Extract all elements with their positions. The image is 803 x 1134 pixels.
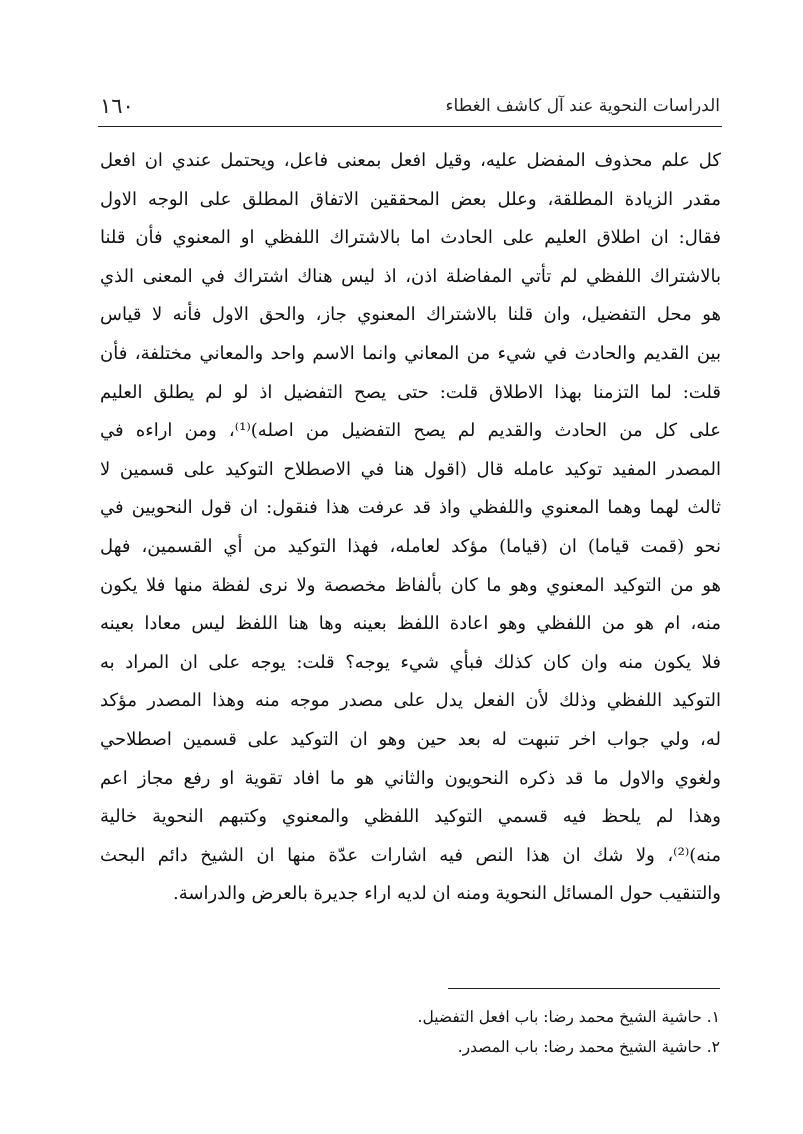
text-line: بالاشتراك اللفظي لم تأتي المفاضلة اذن، اذ ليس هناك اشتراك في المعنى الذي xyxy=(100,265,721,287)
footnotes xyxy=(100,1002,720,1062)
text-line: منه)⁽²⁾، ولا شك ان هذا النص فيه اشارات عدّة منها ان الشيخ دائم البحث xyxy=(100,844,721,866)
text-line: هو محل التفضيل، وان قلنا بالاشتراك المعنوي جاز، والحق الاول فأنه لا قياس xyxy=(100,304,721,326)
text-line: فلا يكون منه وان كان كذلك فبأي شيء يوجه؟ قلت: يوجه على ان المراد به xyxy=(100,651,721,673)
text-line: ثالث لهما وهما المعنوي واللفظي واذ قد عرفت هذا فنقول: ان قول النحويين في xyxy=(100,497,721,519)
text-line: نحو (قمت قياما) ان (قياما) مؤكد لعامله، فهذا التوكيد من أي القسمين، فهل xyxy=(100,535,721,557)
page-number: ١٦٠ xyxy=(100,94,134,118)
text-line-last: والتنقيب حول المسائل النحوية ومنه ان لديه اراء جديرة بالعرض والدراسة. xyxy=(172,883,721,905)
footnote-2: ٢. حاشية الشيخ محمد رضا: باب المصدر. xyxy=(457,1038,720,1056)
text-line: هو من التوكيد المعنوي وهو ما كان بألفاظ مخصصة ولا نرى لفظة منها فلا يكون xyxy=(100,574,721,596)
text-line: بين القديم والحادث في شيء من المعاني وانما الاسم واحد والمعاني مختلفة، فأن xyxy=(100,342,721,364)
footnote-1: ١. حاشية الشيخ محمد رضا: باب افعل التفضيل. xyxy=(417,1008,720,1026)
text-line: منه، ام هو من اللفظي وهو اعادة اللفظ بعينه وها هنا اللفظ ليس معادا بعينه xyxy=(100,613,721,635)
text-line: قلت: لما التزمنا بهذا الاطلاق قلت: حتى يصح التفضيل اذ لو لم يطلق العليم xyxy=(100,381,721,403)
text-line: كل علم محذوف المفضل عليه، وقيل افعل بمعنى فاعل، ويحتمل عندي ان افعل xyxy=(100,150,721,171)
text-line: له، ولي جواب اخر تنبهت له بعد حين وهو ان التوكيد على قسمين اصطلاحي xyxy=(100,728,721,750)
text-line: وهذا لم يلحظ فيه قسمي التوكيد اللفظي والمعنوي وكتبهم النحوية خالية xyxy=(100,806,721,828)
text-line: ولغوي والاول ما قد ذكره النحويون والثاني هو ما افاد تقوية او رفع مجاز اعم xyxy=(100,767,721,789)
footnote-divider xyxy=(448,988,720,989)
page-header xyxy=(100,88,720,124)
body-text xyxy=(100,142,721,914)
text-line: التوكيد اللفظي وذلك لأن الفعل يدل على مصدر موجه منه وهذا المصدر مؤكد xyxy=(100,690,721,712)
text-line: المصدر المفيد توكيد عامله قال (اقول هنا في الاصطلاح التوكيد على قسمين لا xyxy=(100,458,721,480)
text-line: على كل من الحادث والقديم لم يصح التفضيل من اصله)⁽¹⁾، ومن اراءه في xyxy=(100,420,721,442)
header-divider xyxy=(98,126,722,127)
text-line: مقدر الزيادة المطلقة، وعلل بعض المحققين الاتفاق المطلق على الوجه الاول xyxy=(100,188,721,210)
text-line: فقال: ان اطلاق العليم على الحادث اما بالاشتراك اللفظي او المعنوي فأن قلنا xyxy=(100,227,721,249)
running-title: الدراسات النحوية عند آل كاشف الغطاء xyxy=(445,96,720,116)
